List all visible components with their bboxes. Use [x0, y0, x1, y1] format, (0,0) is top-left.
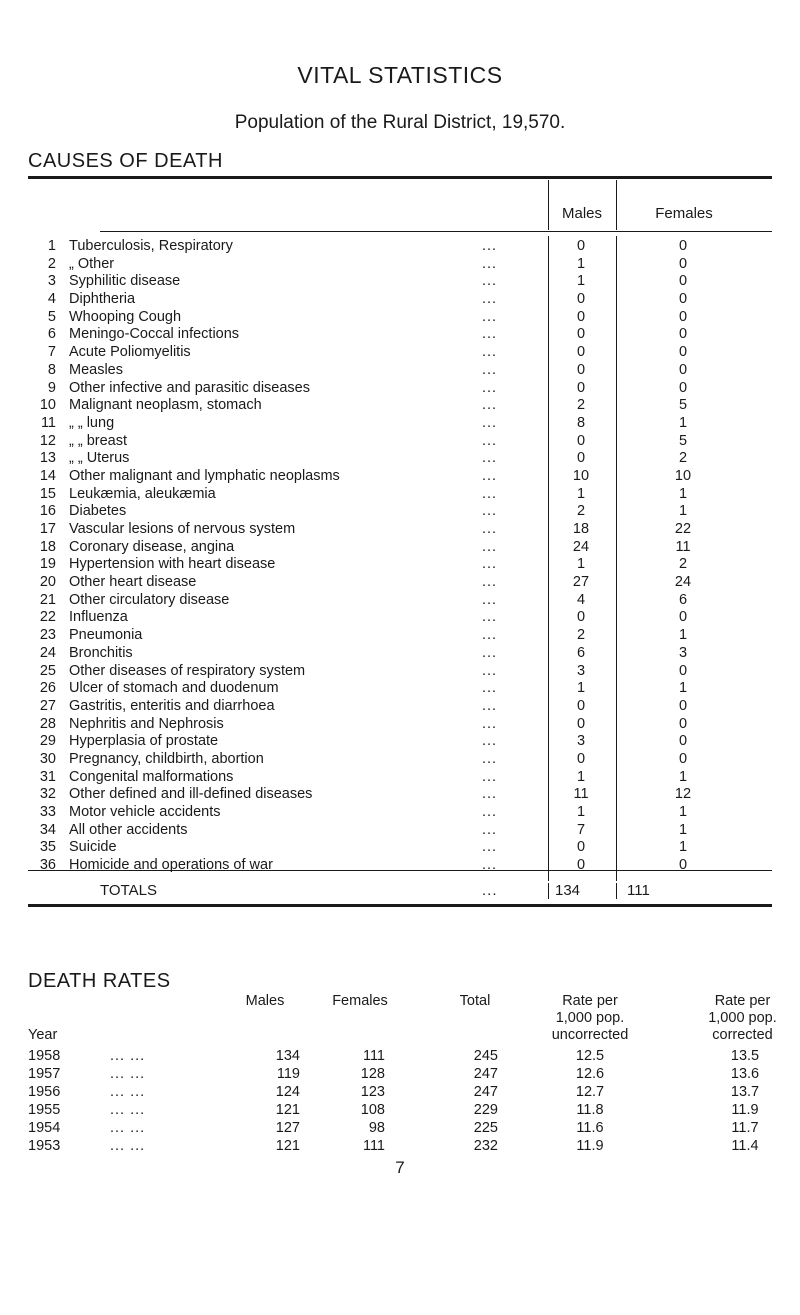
females-count: 0 — [678, 291, 688, 308]
death-rates-table-body — [0, 1047, 800, 1155]
cause-number: 22 — [39, 609, 56, 626]
rate-year: 1955 — [28, 1102, 61, 1118]
cause-name: Pregnancy, childbirth, abortion — [69, 750, 264, 767]
leader-dots: ... — [482, 414, 498, 431]
leader-dots: ... — [482, 680, 498, 697]
females-count: 0 — [678, 697, 688, 714]
females-count: 0 — [678, 361, 688, 378]
males-count: 0 — [576, 609, 586, 626]
cause-number: 7 — [47, 344, 56, 361]
males-count: 0 — [576, 432, 586, 449]
rate-males: 127 — [275, 1120, 300, 1136]
table-row — [0, 273, 800, 291]
leader-dots: ... — [482, 255, 498, 272]
totals-divider-left — [548, 883, 549, 899]
leader-dots: ... — [482, 450, 498, 467]
cause-name: Nephritis and Nephrosis — [69, 715, 224, 732]
females-count: 1 — [678, 821, 688, 838]
table-row — [0, 786, 800, 804]
leader-dots: ... — [482, 556, 498, 573]
rate-year: 1956 — [28, 1084, 61, 1100]
males-count: 2 — [576, 627, 586, 644]
leader-dots: ... — [482, 467, 498, 484]
males-count: 27 — [572, 574, 590, 591]
table-row — [0, 291, 800, 309]
leader-dots: ... — [482, 839, 498, 856]
table-row — [0, 397, 800, 415]
cause-number: 15 — [39, 485, 56, 502]
table-row — [0, 627, 800, 645]
rate-females: 111 — [362, 1048, 385, 1064]
males-count: 0 — [576, 344, 586, 361]
rate-row — [0, 1101, 800, 1119]
table-row — [0, 857, 800, 875]
cause-name: Influenza — [69, 609, 128, 626]
causes-of-death-heading: CAUSES OF DEATH — [28, 150, 223, 172]
cause-name: Hypertension with heart disease — [69, 556, 276, 573]
cause-name: All other accidents — [69, 821, 188, 838]
cause-number: 26 — [39, 680, 56, 697]
corrected-header-line-1: Rate per — [714, 993, 771, 1009]
females-count: 10 — [674, 467, 692, 484]
cause-number: 8 — [47, 361, 56, 378]
table-row — [0, 751, 800, 769]
cause-number: 3 — [47, 273, 56, 290]
females-count: 2 — [678, 450, 688, 467]
rate-females: 98 — [368, 1120, 385, 1136]
cause-number: 10 — [39, 397, 56, 414]
leader-dots: ... ... — [110, 1066, 146, 1082]
cause-name: Leukæmia, aleukæmia — [69, 485, 216, 502]
table-row — [0, 663, 800, 681]
females-count: 0 — [678, 273, 688, 290]
cause-number: 28 — [39, 715, 56, 732]
females-count: 0 — [678, 662, 688, 679]
males-count: 3 — [576, 733, 586, 750]
cause-number: 30 — [39, 750, 56, 767]
females-count: 0 — [678, 609, 688, 626]
females-count: 1 — [678, 680, 688, 697]
females-count: 22 — [674, 521, 692, 537]
females-count: 0 — [678, 750, 688, 767]
cause-name: Homicide and operations of war — [69, 857, 273, 874]
cause-number: 14 — [39, 467, 56, 484]
females-count: 6 — [678, 591, 688, 608]
cause-number: 23 — [39, 627, 56, 644]
rate-total: 247 — [473, 1084, 498, 1100]
leader-dots: ... — [482, 627, 498, 644]
males-count: 0 — [576, 839, 586, 856]
cause-name: „ „ breast — [69, 432, 128, 449]
uncorrected-header-line-3: uncorrected — [551, 1027, 629, 1043]
cause-number: 25 — [39, 662, 56, 679]
cause-name: Gastritis, enteritis and diarrhoea — [69, 697, 275, 714]
rate-uncorrected: 12.6 — [575, 1066, 605, 1082]
cause-number: 4 — [47, 291, 56, 308]
females-count: 5 — [678, 397, 688, 414]
females-count: 11 — [675, 538, 691, 555]
cause-name: Diphtheria — [69, 291, 136, 308]
table-row — [0, 362, 800, 380]
rates-uncorrected-header — [530, 993, 650, 1044]
table-row — [0, 450, 800, 468]
rate-total: 232 — [473, 1138, 498, 1154]
leader-dots: ... — [482, 697, 498, 714]
rate-males: 121 — [275, 1102, 300, 1118]
table-row — [0, 609, 800, 627]
males-count: 2 — [576, 503, 586, 520]
corrected-header-line-3: corrected — [712, 1027, 773, 1043]
cause-number: 20 — [39, 574, 56, 591]
females-count: 24 — [674, 574, 692, 591]
cause-number: 35 — [39, 839, 56, 856]
males-count: 0 — [576, 361, 586, 378]
rate-total: 245 — [473, 1048, 498, 1064]
males-count: 0 — [576, 750, 586, 767]
females-count: 1 — [678, 627, 688, 644]
females-count: 0 — [678, 344, 688, 361]
leader-dots: ... — [482, 485, 498, 502]
females-count: 0 — [678, 857, 688, 874]
table-row — [0, 256, 800, 274]
rate-uncorrected: 11.6 — [576, 1120, 604, 1136]
males-count: 1 — [576, 273, 586, 290]
leader-dots: ... — [482, 379, 498, 396]
leader-dots: ... — [482, 768, 498, 785]
rate-females: 108 — [360, 1102, 385, 1118]
rate-males: 134 — [275, 1048, 300, 1064]
females-count: 2 — [678, 556, 688, 573]
leader-dots: ... — [482, 538, 498, 555]
females-count: 12 — [674, 786, 692, 803]
table-bottom-rule — [28, 904, 772, 907]
rate-year: 1953 — [28, 1138, 61, 1154]
table-row — [0, 592, 800, 610]
males-count: 8 — [576, 414, 586, 431]
cause-name: Other defined and ill-defined diseases — [69, 786, 313, 803]
females-count: 5 — [678, 432, 688, 449]
males-column-header: Males — [561, 205, 602, 222]
table-row — [0, 521, 800, 539]
leader-dots: ... — [482, 291, 498, 308]
males-count: 0 — [576, 308, 586, 325]
rates-females-header: Females — [332, 993, 388, 1009]
table-row — [0, 238, 800, 256]
cause-number: 6 — [47, 326, 56, 343]
leader-dots: ... ... — [110, 1120, 146, 1136]
females-count: 1 — [678, 768, 688, 785]
males-count: 11 — [573, 786, 589, 803]
males-count: 0 — [576, 238, 586, 254]
females-column-header: Females — [655, 205, 713, 222]
rate-females: 123 — [360, 1084, 385, 1100]
rate-row — [0, 1065, 800, 1083]
leader-dots: ... — [482, 821, 498, 838]
females-count: 1 — [678, 804, 688, 820]
leader-dots: ... — [482, 361, 498, 378]
cause-number: 31 — [39, 768, 56, 785]
cause-number: 16 — [39, 503, 56, 520]
leader-dots: ... — [482, 521, 498, 537]
leader-dots: ... — [482, 662, 498, 679]
rate-uncorrected: 11.9 — [576, 1138, 604, 1154]
table-row — [0, 769, 800, 787]
cause-name: Meningo-Coccal infections — [69, 326, 240, 343]
table-row — [0, 503, 800, 521]
population-subtitle: Population of the Rural District, 19,570. — [234, 112, 566, 133]
rate-year: 1958 — [28, 1048, 61, 1064]
cause-number: 27 — [39, 697, 56, 714]
cause-name: „ Other — [69, 255, 115, 272]
males-count: 0 — [576, 450, 586, 467]
leader-dots: ... — [482, 857, 498, 874]
cause-name: Other malignant and lymphatic neoplasms — [69, 467, 340, 484]
cause-name: Syphilitic disease — [69, 273, 181, 290]
table-row — [0, 698, 800, 716]
cause-number: 36 — [39, 857, 56, 874]
rate-corrected: 13.6 — [730, 1066, 760, 1082]
males-count: 3 — [576, 662, 586, 679]
rates-corrected-header — [685, 993, 800, 1044]
leader-dots: ... — [482, 574, 498, 591]
cause-number: 21 — [39, 591, 56, 608]
table-row — [0, 822, 800, 840]
cause-number: 9 — [47, 379, 56, 396]
rate-uncorrected: 12.7 — [575, 1084, 605, 1100]
cause-name: Diabetes — [69, 503, 127, 520]
leader-dots: ... ... — [110, 1138, 146, 1154]
males-count: 10 — [572, 467, 590, 484]
males-count: 1 — [576, 768, 586, 785]
leader-dots: ... — [482, 715, 498, 732]
cause-name: Whooping Cough — [69, 308, 182, 325]
leader-dots: ... ... — [110, 1048, 146, 1064]
corrected-header-line-2: 1,000 pop. — [708, 1010, 777, 1026]
females-count: 0 — [678, 255, 688, 272]
females-count: 1 — [678, 839, 688, 856]
cause-name: „ „ lung — [69, 414, 115, 431]
females-count: 0 — [678, 326, 688, 343]
cause-number: 12 — [39, 432, 56, 449]
cause-number: 2 — [47, 255, 56, 272]
males-count: 1 — [576, 255, 586, 272]
leader-dots: ... — [482, 503, 498, 520]
males-count: 18 — [572, 521, 590, 537]
males-count: 1 — [576, 680, 586, 697]
males-count: 1 — [576, 485, 586, 502]
rate-total: 247 — [473, 1066, 498, 1082]
cause-name: Pneumonia — [69, 627, 143, 644]
males-count: 6 — [576, 644, 586, 661]
page-number: 7 — [395, 1158, 405, 1177]
rate-total: 225 — [473, 1120, 498, 1136]
leader-dots: ... — [482, 326, 498, 343]
males-count: 7 — [576, 821, 586, 838]
females-count: 3 — [678, 644, 688, 661]
causes-table-body — [0, 238, 800, 875]
cause-number: 18 — [39, 538, 56, 555]
leader-dots: ... — [482, 308, 498, 325]
cause-name: Ulcer of stomach and duodenum — [69, 680, 279, 697]
table-row — [0, 468, 800, 486]
cause-number: 24 — [39, 644, 56, 661]
table-top-rule — [28, 176, 772, 179]
rate-uncorrected: 12.5 — [575, 1048, 605, 1064]
cause-name: Tuberculosis, Respiratory — [69, 238, 233, 254]
cause-number: 34 — [39, 821, 56, 838]
leader-dots: ... — [482, 238, 498, 254]
males-count: 0 — [576, 379, 586, 396]
cause-name: Other diseases of respiratory system — [69, 662, 306, 679]
table-row — [0, 733, 800, 751]
males-count: 2 — [576, 397, 586, 414]
cause-name: Congenital malformations — [69, 768, 234, 785]
rate-females: 111 — [362, 1138, 385, 1154]
rate-corrected: 11.4 — [731, 1138, 759, 1154]
leader-dots: ... — [482, 804, 498, 820]
females-count: 0 — [678, 308, 688, 325]
table-row — [0, 556, 800, 574]
uncorrected-header-line-2: 1,000 pop. — [555, 1010, 625, 1026]
cause-name: Other heart disease — [69, 574, 197, 591]
females-count: 1 — [678, 414, 688, 431]
leader-dots: ... — [482, 609, 498, 626]
leader-dots: ... — [482, 591, 498, 608]
females-count: 1 — [678, 485, 688, 502]
rate-row — [0, 1137, 800, 1155]
rate-males: 119 — [276, 1066, 300, 1082]
cause-number: 29 — [39, 733, 56, 750]
cause-name: Suicide — [69, 839, 117, 856]
males-count: 4 — [576, 591, 586, 608]
cause-name: Malignant neoplasm, stomach — [69, 397, 262, 414]
males-count: 0 — [576, 326, 586, 343]
table-row — [0, 804, 800, 822]
rate-year: 1957 — [28, 1066, 61, 1082]
rate-uncorrected: 11.8 — [576, 1102, 604, 1118]
rate-corrected: 13.7 — [730, 1084, 760, 1100]
rate-corrected: 13.5 — [730, 1048, 760, 1064]
table-row — [0, 486, 800, 504]
cause-name: Vascular lesions of nervous system — [69, 521, 296, 537]
cause-name: Other circulatory disease — [69, 591, 230, 608]
rate-row — [0, 1083, 800, 1101]
leader-dots: ... — [482, 733, 498, 750]
females-count: 0 — [678, 238, 688, 254]
table-row — [0, 539, 800, 557]
males-count: 0 — [576, 715, 586, 732]
females-count: 0 — [678, 733, 688, 750]
males-count: 0 — [576, 291, 586, 308]
cause-name: „ „ Uterus — [69, 450, 130, 467]
leader-dots: ... — [482, 750, 498, 767]
table-row — [0, 645, 800, 663]
totals-females: 111 — [627, 882, 650, 899]
table-row — [0, 415, 800, 433]
table-row — [0, 326, 800, 344]
leader-dots: ... — [482, 786, 498, 803]
cause-name: Hyperplasia of prostate — [69, 733, 219, 750]
table-row — [0, 309, 800, 327]
table-row — [0, 680, 800, 698]
females-count: 1 — [678, 503, 688, 520]
table-row — [0, 433, 800, 451]
rate-females: 128 — [360, 1066, 385, 1082]
table-row — [0, 574, 800, 592]
table-row — [0, 839, 800, 857]
cause-number: 1 — [47, 238, 56, 254]
females-count: 0 — [678, 379, 688, 396]
females-count: 0 — [678, 715, 688, 732]
cause-number: 5 — [47, 308, 56, 325]
rate-year: 1954 — [28, 1120, 61, 1136]
leader-dots: ... — [482, 397, 498, 414]
rate-row — [0, 1119, 800, 1137]
males-count: 0 — [576, 697, 586, 714]
leader-dots: ... — [482, 273, 498, 290]
leader-dots: ... ... — [110, 1102, 146, 1118]
rate-males: 121 — [275, 1138, 300, 1154]
rate-males: 124 — [275, 1084, 300, 1100]
totals-males: 134 — [555, 882, 581, 899]
leader-dots: ... — [482, 432, 498, 449]
males-count: 1 — [576, 556, 586, 573]
males-count: 24 — [572, 538, 590, 555]
cause-name: Other infective and parasitic diseases — [69, 379, 310, 396]
death-rates-heading: DEATH RATES — [28, 970, 171, 992]
uncorrected-header-line-1: Rate per — [562, 993, 618, 1009]
cause-number: 33 — [39, 804, 56, 820]
cause-name: Acute Poliomyelitis — [69, 344, 191, 361]
cause-number: 17 — [39, 521, 56, 537]
cause-name: Bronchitis — [69, 644, 133, 661]
leader-dots: ... ... — [110, 1084, 146, 1100]
table-row — [0, 344, 800, 362]
cause-name: Coronary disease, angina — [69, 538, 235, 555]
rate-row — [0, 1047, 800, 1065]
totals-label: TOTALS — [100, 882, 157, 899]
cause-number: 11 — [40, 414, 56, 431]
rate-total: 229 — [473, 1102, 498, 1118]
rates-year-header: Year — [28, 1027, 58, 1043]
males-count: 0 — [576, 857, 586, 874]
cause-name: Measles — [69, 361, 123, 378]
males-count: 1 — [576, 804, 586, 820]
rates-males-header: Males — [245, 993, 285, 1009]
page-title: VITAL STATISTICS — [297, 62, 503, 88]
totals-dots: ... — [482, 882, 498, 899]
leader-dots: ... — [482, 644, 498, 661]
header-bottom-rule — [100, 231, 772, 232]
rates-total-header: Total — [459, 993, 491, 1009]
table-row — [0, 380, 800, 398]
leader-dots: ... — [482, 344, 498, 361]
cause-number: 13 — [39, 450, 56, 467]
cause-number: 32 — [39, 786, 56, 803]
rate-corrected: 11.9 — [731, 1102, 759, 1118]
totals-divider-right — [616, 883, 617, 899]
rate-corrected: 11.7 — [731, 1120, 759, 1136]
cause-number: 19 — [39, 556, 56, 573]
table-row — [0, 716, 800, 734]
cause-name: Motor vehicle accidents — [69, 804, 221, 820]
